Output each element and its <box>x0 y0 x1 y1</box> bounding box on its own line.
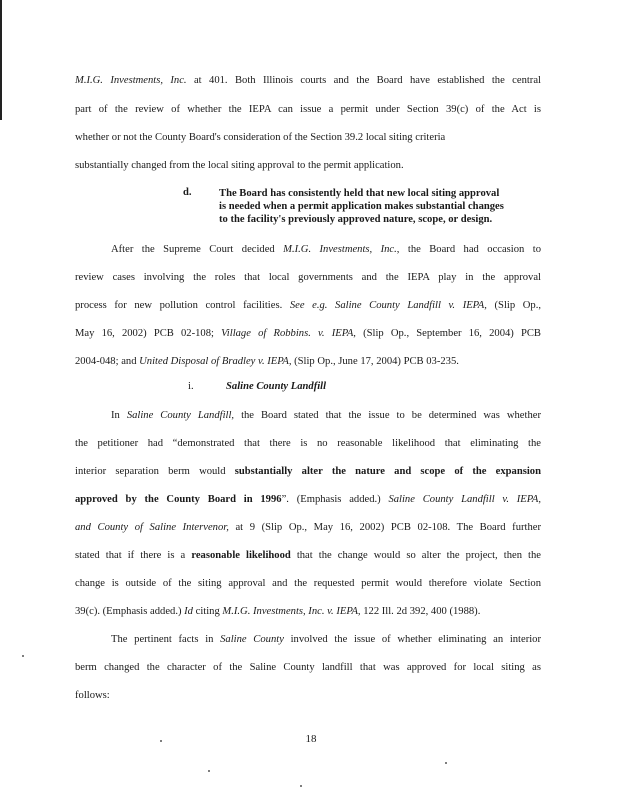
paragraph-1-line-4: substantially changed from the local siting approval to the permit application. <box>75 160 404 171</box>
scan-speck <box>208 770 210 772</box>
subheading-i-marker: i. <box>188 381 194 392</box>
scan-speck <box>22 655 24 657</box>
paragraph-2-line-5: 2004-048; and United Disposal of Bradley v. IEPA, (Slip Op., June 17, 2004) PCB 03-235. <box>75 356 459 367</box>
paragraph-3-line-4: approved by the County Board in 1996”. (Emphasis added.) Saline County Landfill v. IEPA, <box>75 494 541 505</box>
left-margin-rule <box>0 0 2 120</box>
paragraph-4-line-3: follows: <box>75 690 110 701</box>
paragraph-2-line-2: review cases involving the roles that local governments and the IEPA play in the approval <box>75 272 541 283</box>
paragraph-2-line-4: May 16, 2002) PCB 02-108; Village of Robbins. v. IEPA, (Slip Op., September 16, 2004) PCB <box>75 328 541 339</box>
paragraph-3-line-6: stated that if there is a reasonable likelihood that the change would so alter the project, then the <box>75 550 541 561</box>
paragraph-2-line-3: process for new pollution control facilities. See e.g. Saline County Landfill v. IEPA, (Slip Op., <box>75 300 541 311</box>
subheading-i-title: Saline County Landfill <box>226 381 327 392</box>
heading-d-marker: d. <box>183 187 192 198</box>
paragraph-3-line-1: In Saline County Landfill, the Board stated that the issue to be determined was whether <box>111 410 541 421</box>
paragraph-3-line-2: the petitioner had “demonstrated that there is no reasonable likelihood that eliminating the <box>75 438 541 449</box>
paragraph-1-line-3: whether or not the County Board's consideration of the Section 39.2 local siting criteria <box>75 132 446 143</box>
scan-speck <box>445 762 447 764</box>
scan-speck <box>160 740 162 742</box>
paragraph-1-line-1: M.I.G. Investments, Inc. at 401. Both Illinois courts and the Board have established the central <box>75 75 541 86</box>
paragraph-3-line-3: interior separation berm would substantially alter the nature and scope of the expansion <box>75 466 541 477</box>
paragraph-1-line-2: part of the review of whether the IEPA can issue a permit under Section 39(c) of the Act is <box>75 104 541 115</box>
paragraph-4-line-2: berm changed the character of the Saline County landfill that was approved for local siting as <box>75 662 541 673</box>
paragraph-3-line-5: and County of Saline Intervenor, at 9 (Slip Op., May 16, 2002) PCB 02-108. The Board further <box>75 522 541 533</box>
paragraph-2-line-1: After the Supreme Court decided M.I.G. Investments, Inc., the Board had occasion to <box>111 244 541 255</box>
heading-d-line-3: to the facility's previously approved nature, scope, or design. <box>219 214 493 225</box>
scan-speck <box>300 785 302 787</box>
page-number: 18 <box>305 733 317 745</box>
heading-d-line-2: is needed when a permit application makes substantial changes <box>219 201 504 212</box>
heading-d-line-1: The Board has consistently held that new local siting approval <box>219 188 500 199</box>
paragraph-4-line-1: The pertinent facts in Saline County involved the issue of whether eliminating an interior <box>111 634 541 645</box>
paragraph-3-line-8: 39(c). (Emphasis added.) Id citing M.I.G. Investments, Inc. v. IEPA, 122 Ill. 2d 392, 400 (1988). <box>75 606 481 617</box>
paragraph-3-line-7: change is outside of the siting approval and the requested permit would therefore violate Section <box>75 578 541 589</box>
